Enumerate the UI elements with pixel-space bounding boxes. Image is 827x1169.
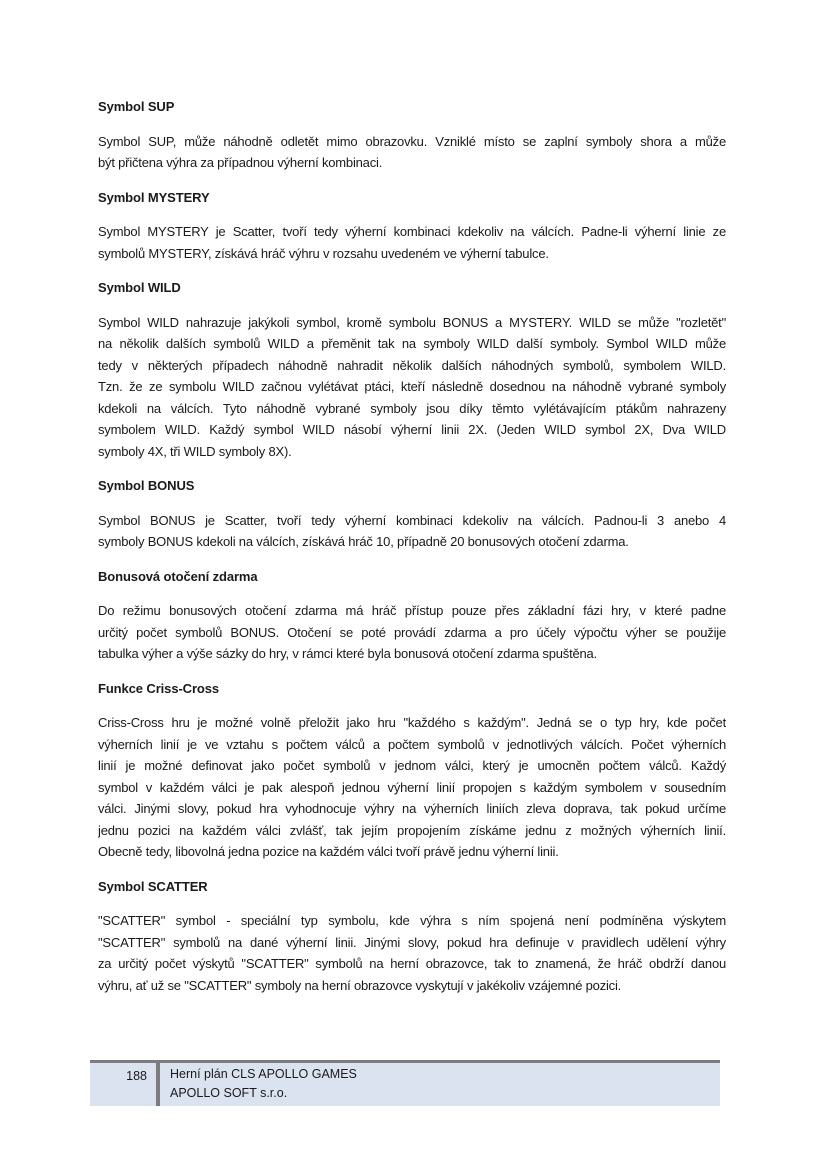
section-symbol-scatter <box>98 876 726 997</box>
footer-text <box>160 1063 720 1106</box>
text-line: Do režimu bonusových otočení zdarma má hráč přístup pouze přes základní fázi hry, v které padne <box>98 603 726 618</box>
text-line: Obecně tedy, libovolná jedna pozice na každém válci tvoří právě jednu výherní linii. <box>98 844 559 859</box>
page-number: 188 <box>126 1069 147 1083</box>
section-symbol-bonus <box>98 475 726 553</box>
text-line: symboly BONUS kdekoli na válcích, získává hráč 10, případně 20 bonusových otočení zdarma. <box>98 534 629 549</box>
text-line: symbolů MYSTERY, získává hráč výhru v rozsahu uvedeném ve výherní tabulce. <box>98 245 549 261</box>
section-symbol-sup <box>98 96 726 174</box>
text-line: linií je možné definovat jako počet symbolů v jednom válci, který je umocněn počtem válců. Každý <box>98 758 726 773</box>
section-heading: Symbol MYSTERY <box>98 189 210 205</box>
text-line: výherních linií je ve vztahu s počtem válců a počtem symbolů v jednotlivých válcích. Počet výherních <box>98 736 726 752</box>
paragraph <box>98 910 726 996</box>
section-symbol-wild <box>98 277 726 462</box>
text-line: jednu pozici na každém válci zvlášť, tak jejím propojením získáme jednu z možných výherních linií. <box>98 822 726 838</box>
text-line: tabulka výher a výše sázky do hry, v rámci které byla bonusová otočení zdarma spuštěna. <box>98 646 598 661</box>
text-line: "SCATTER" symbol - speciální typ symbolu, kde výhra s ním spojená není podmíněna výskytem <box>98 913 726 928</box>
section-bonus-free-spins <box>98 566 726 665</box>
text-line: být přičtena výhra za případnou výherní kombinaci. <box>98 155 383 170</box>
text-line: na několik dalších symbolů WILD a přeměnit tak na symboly WILD další symboly. Symbol WILD může <box>98 336 726 351</box>
section-heading: Funkce Criss-Cross <box>98 680 220 696</box>
section-criss-cross <box>98 678 726 863</box>
section-heading: Symbol WILD <box>98 280 181 295</box>
paragraph <box>98 312 726 463</box>
paragraph <box>98 600 726 665</box>
section-heading: Symbol SCATTER <box>98 878 208 894</box>
text-line: kdekoli na válcích. Tyto náhodně vybrané symboly jsou díky těmto vylétávajícím ptákům nahrazeny <box>98 400 726 416</box>
paragraph <box>98 221 726 264</box>
page-footer <box>90 1060 720 1106</box>
text-line: Criss-Cross hru je možné volně přeložit jako hru "každého s každým". Jedná se o typ hry, kde počet <box>98 715 726 730</box>
section-heading: Symbol BONUS <box>98 478 195 493</box>
section-heading: Bonusová otočení zdarma <box>98 568 258 584</box>
text-line: Symbol BONUS je Scatter, tvoří tedy výherní kombinaci kdekoliv na válcích. Padnou-li 3 anebo 4 <box>98 512 726 528</box>
paragraph <box>98 712 726 863</box>
text-line: symbol v každém válci je pak alespoň jednou výherní linií propojen s každým symbolem v sousedním <box>98 779 726 795</box>
page-content <box>98 96 726 1009</box>
text-line: určitý počet symbolů BONUS. Otočení se poté provádí zdarma a pro účely výpočtu výher se použije <box>98 624 726 640</box>
paragraph <box>98 510 726 553</box>
section-symbol-mystery <box>98 187 726 265</box>
text-line: výhru, ať už se "SCATTER" symboly na herní obrazovce vyskytují v jakékoliv vzájemné pozici. <box>98 977 622 993</box>
text-line: Symbol MYSTERY je Scatter, tvoří tedy výherní kombinaci kdekoliv na válcích. Padne-li výherní linie ze <box>98 224 726 239</box>
footer-title: Herní plán CLS APOLLO GAMES <box>170 1067 357 1081</box>
text-line: symboly 4X, tři WILD symboly 8X). <box>98 443 292 459</box>
text-line: "SCATTER" symbolů na dané výherní linii. Jinými slovy, pokud hra definuje v pravidlech udělení výhry <box>98 934 726 950</box>
text-line: Symbol SUP, může náhodně odletět mimo obrazovku. Vzniklé místo se zaplní symboly shora a může <box>98 133 726 149</box>
text-line: symbolem WILD. Každý symbol WILD násobí výherní linii 2X. (Jeden WILD symbol 2X, Dva WILD <box>98 422 726 437</box>
footer-company: APOLLO SOFT s.r.o. <box>170 1086 288 1100</box>
text-line: za určitý počet výskytů "SCATTER" symbolů na herní obrazovce, tak to znamená, že hráč obdrží danou <box>98 956 726 971</box>
text-line: Symbol WILD nahrazuje jakýkoli symbol, kromě symbolu BONUS a MYSTERY. WILD se může "rozletět" <box>98 314 726 330</box>
section-heading: Symbol SUP <box>98 99 175 114</box>
text-line: válci. Jinými slovy, pokud hra vyhodnocuje výhry na výherních liniích zleva doprava, tak pokud určíme <box>98 801 726 816</box>
paragraph <box>98 131 726 174</box>
text-line: Tzn. že ze symbolu WILD začnou vylétávat ptáci, kteří následně dosednou na náhodně vybrané symboly <box>98 379 726 394</box>
text-line: tedy v některých případech náhodně nahradit několik dalších náhodných symbolů, symbolem WILD. <box>98 357 726 373</box>
